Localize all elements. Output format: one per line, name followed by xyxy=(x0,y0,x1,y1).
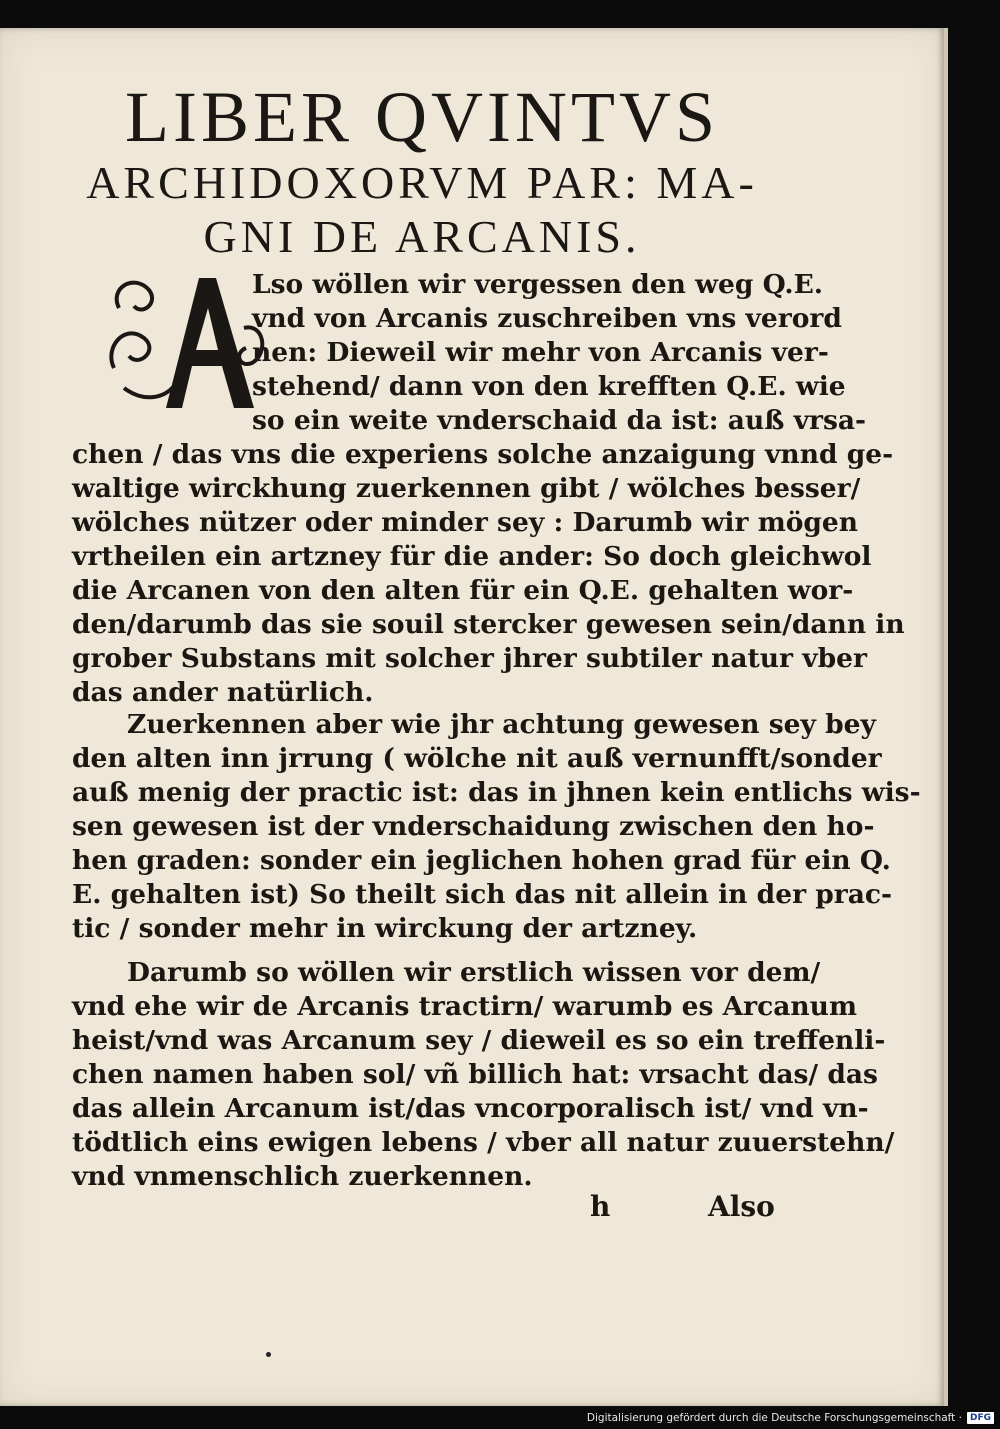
text-line: die Arcanen von den alten für ein Q.E. gehalten wor- xyxy=(72,575,854,606)
text-line: tic / sonder mehr in wirckung der artzney. xyxy=(72,913,698,944)
text-line: waltige wirckhung zuerkennen gibt / wölches besser/ xyxy=(72,473,861,504)
text-line: vnd vnmenschlich zuerkennen. xyxy=(72,1161,533,1192)
text-line: grober Substans mit solcher jhrer subtiler natur vber xyxy=(72,643,867,674)
title-line-2: ARCHIDOXORVM PAR: MA- xyxy=(86,157,758,208)
text-line: das allein Arcanum ist/das vncorporalisch ist/ vnd vn- xyxy=(72,1093,869,1124)
catchword: Also xyxy=(708,1190,775,1223)
text-line: chen / das vns die experiens solche anzaigung vnnd ge- xyxy=(72,439,894,470)
title-line-3: GNI DE ARCANIS. xyxy=(203,211,641,262)
text-line: so ein weite vnderschaid da ist: auß vrsa- xyxy=(252,405,867,436)
text-line: den/darumb das sie souil stercker gewesen sein/dann in xyxy=(72,609,905,640)
chapter-title xyxy=(72,78,772,264)
dfg-logo-icon: DFG xyxy=(967,1412,994,1424)
signature-mark: h xyxy=(590,1190,611,1223)
text-line: stehend/ dann von den krefften Q.E. wie xyxy=(252,371,846,402)
text-line: vnd ehe wir de Arcanis tractirn/ warumb es Arcanum xyxy=(72,991,857,1022)
text-line: wölches nützer oder minder sey : Darumb wir mögen xyxy=(72,507,859,538)
paragraph-2 xyxy=(72,708,921,946)
digitization-footer xyxy=(587,1411,994,1425)
footer-text: Digitalisierung gefördert durch die Deutsche Forschungsgemeinschaft · xyxy=(586,1412,962,1424)
text-line: sen gewesen ist der vnderschaidung zwischen den ho- xyxy=(72,811,875,842)
text-line: vrtheilen ein artzney für die ander: So doch gleichwol xyxy=(72,541,872,572)
ink-dot xyxy=(266,1352,271,1357)
text-line: Darumb so wöllen wir erstlich wissen vor dem/ xyxy=(127,957,821,988)
page-edge xyxy=(944,28,948,1406)
text-line: heist/vnd was Arcanum sey / dieweil es so ein treffenli- xyxy=(72,1025,886,1056)
paragraph-3 xyxy=(72,956,895,1194)
text-line: vnd von Arcanis zuschreiben vns verord xyxy=(252,303,842,334)
text-line: tödtlich eins ewigen lebens / vber all natur zuuerstehn/ xyxy=(72,1127,895,1158)
text-line: Zuerkennen aber wie jhr achtung gewesen sey bey xyxy=(127,709,876,740)
text-line: chen namen haben sol/ vñ billich hat: vrsacht das/ das xyxy=(72,1059,878,1090)
paragraph-1 xyxy=(72,268,905,710)
title-line-1: LIBER QVINTVS xyxy=(125,77,719,157)
text-line: das ander natürlich. xyxy=(72,677,374,708)
text-line: auß menig der practic ist: das in jhnen kein entlichs wis- xyxy=(72,777,921,808)
text-line: Lso wöllen wir vergessen den weg Q.E. xyxy=(252,269,824,300)
text-line: nen: Dieweil wir mehr von Arcanis ver- xyxy=(252,337,829,368)
text-line: E. gehalten ist) So theilt sich das nit allein in der prac- xyxy=(72,879,893,910)
text-line: hen graden: sonder ein jeglichen hohen grad für ein Q. xyxy=(72,845,891,876)
text-line: den alten inn jrrung ( wölche nit auß vernunfft/sonder xyxy=(72,743,882,774)
